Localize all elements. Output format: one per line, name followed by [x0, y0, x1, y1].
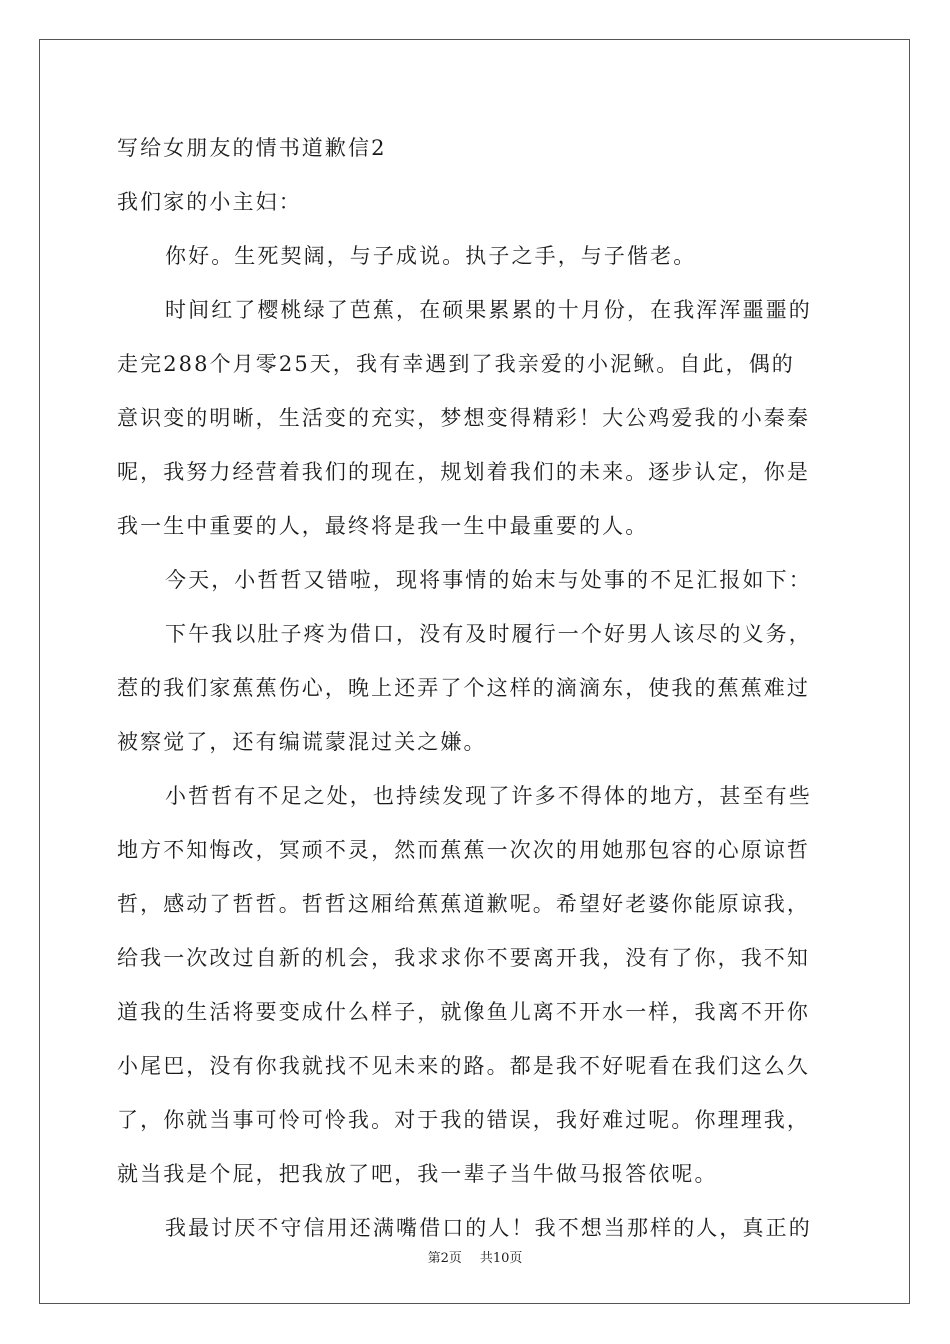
- page-number: 第2页: [427, 1251, 462, 1266]
- page-total: 共10页: [479, 1251, 523, 1266]
- paragraph-line: 惹的我们家蕉蕉伤心，晚上还弄了个这样的滴滴东，使我的蕉蕉难过: [117, 676, 810, 700]
- paragraph: [117, 288, 837, 549]
- page-footer: [0, 1247, 950, 1266]
- paragraph-line: 就当我是个屁，把我放了吧，我一辈子当牛做马报答依呢。: [117, 1162, 718, 1186]
- paragraph-line: 了，你就当事可怜可怜我。对于我的错误，我好难过呢。你理理我，: [117, 1108, 810, 1132]
- salutation: 我们家的小主妇：: [117, 190, 302, 214]
- paragraph-line: 被察觉了，还有编谎蒙混过关之嫌。: [117, 730, 487, 754]
- paragraph: [117, 1206, 837, 1251]
- paragraph-line: 意识变的明晰，生活变的充实，梦想变得精彩！大公鸡爱我的小秦秦: [117, 406, 810, 430]
- paragraph: [117, 612, 837, 765]
- paragraph-line: 呢，我努力经营着我们的现在，规划着我们的未来。逐步认定，你是: [117, 460, 810, 484]
- paragraph-line: 小哲哲有不足之处，也持续发现了许多不得体的地方，甚至有些: [165, 784, 812, 808]
- paragraph-line: 你好。生死契阔，与子成说。执子之手，与子偕老。: [165, 244, 697, 268]
- paragraph-line: 下午我以肚子疼为借口，没有及时履行一个好男人该尽的义务，: [165, 622, 812, 646]
- paragraph-line: 我最讨厌不守信用还满嘴借口的人！我不想当那样的人，真正的: [165, 1216, 812, 1240]
- paragraph-line: 小尾巴，没有你我就找不见未来的路。都是我不好呢看在我们这么久: [117, 1054, 810, 1078]
- paragraph-line: 走完288个月零25天，我有幸遇到了我亲爱的小泥鳅。自此，偶的: [117, 352, 795, 376]
- document-title: 写给女朋友的情书道歉信2: [117, 136, 387, 160]
- document-body: [117, 126, 837, 1251]
- paragraph: [117, 774, 837, 1197]
- paragraph-line: 地方不知悔改，冥顽不灵，然而蕉蕉一次次的用她那包容的心原谅哲: [117, 838, 810, 862]
- paragraph: [117, 558, 837, 603]
- paragraph-line: 道我的生活将要变成什么样子，就像鱼儿离不开水一样，我离不开你: [117, 1000, 810, 1024]
- paragraph-line: 今天，小哲哲又错啦，现将事情的始末与处事的不足汇报如下：: [165, 568, 812, 592]
- paragraph-line: 给我一次改过自新的机会，我求求你不要离开我，没有了你，我不知: [117, 946, 810, 970]
- paragraph: [117, 234, 837, 279]
- paragraph-line: 时间红了樱桃绿了芭蕉，在硕果累累的十月份，在我浑浑噩噩的: [165, 298, 812, 322]
- paragraph-line: 哲，感动了哲哲。哲哲这厢给蕉蕉道歉呢。希望好老婆你能原谅我，: [117, 892, 810, 916]
- paragraph-line: 我一生中重要的人，最终将是我一生中最重要的人。: [117, 514, 649, 538]
